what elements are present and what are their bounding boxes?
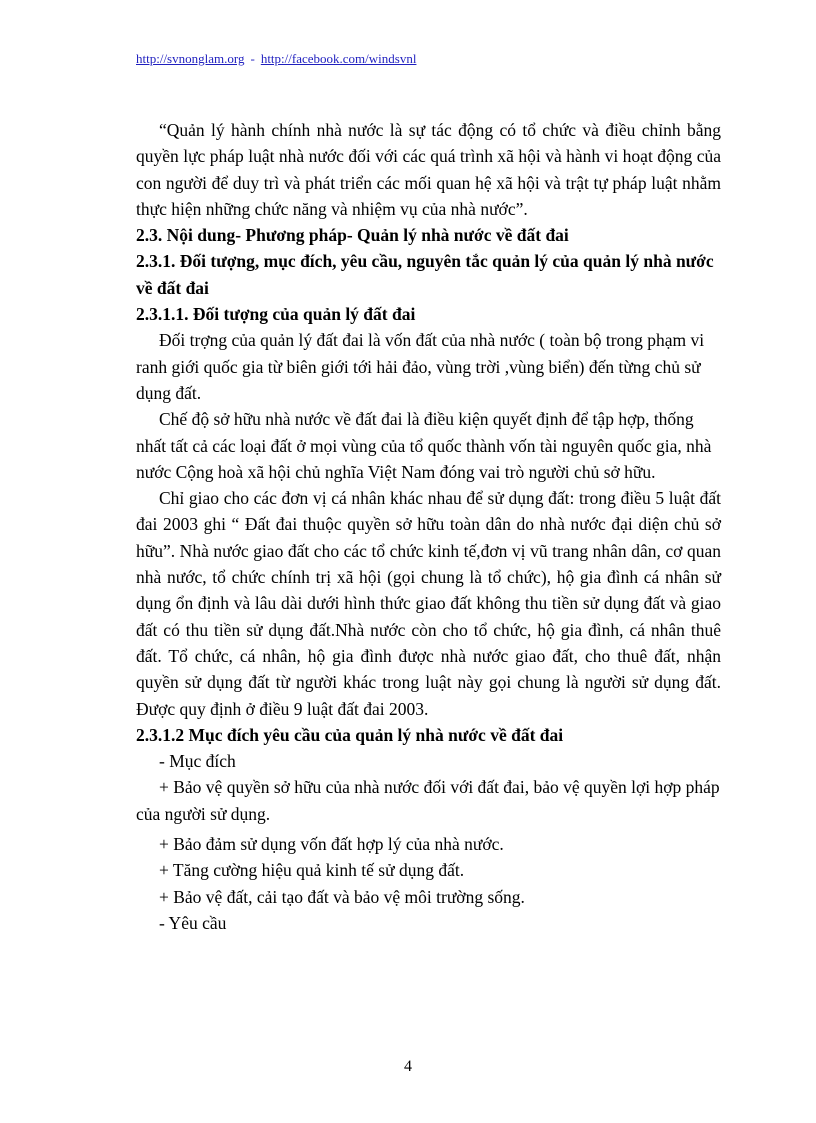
header-link-facebook[interactable]: http://facebook.com/windsvnl — [260, 51, 417, 66]
paragraph-che-do-so-huu: Chế độ sở hữu nhà nước về đất đai là điều kiện quyết định để tập hợp, thống nhất tất cả các loại đất ở mọi vùng của tổ quốc thành vốn tài nguyên quốc gia, nhà nước Cộng hoà xã hội chủ nghĩa Việt Nam đóng vai trò người chủ sở hữu. — [136, 409, 712, 482]
bullet-item: + Bảo vệ đất, cải tạo đất và bảo vệ môi trường sống. — [159, 886, 525, 907]
heading-2-3-1-2: 2.3.1.2 Mục đích yêu cầu của quản lý nhà nước về đất đai — [136, 724, 564, 745]
header-link-svnonglam[interactable]: http://svnonglam.org — [136, 51, 245, 66]
header-separator: - — [250, 51, 255, 66]
paragraph-doi-tuong: Đối trợng của quản lý đất đai là vốn đất của nhà nước ( toàn bộ trong phạm vi ranh giới quốc gia từ biên giới tới hải đảo, vùng trời ,vùng biển) đến từng chủ sử dụng đất. — [136, 330, 705, 403]
quote-paragraph: “Quản lý hành chính nhà nước là sự tác động có tổ chức và điều chỉnh bằng quyền lực pháp luật nhà nước đối với các quá trình xã hội và hành vi hoạt động của con người để duy trì và phát triển các mối quan hệ xã hội và trật tự pháp luật nhằm thực hiện những chức năng và nhiệm vụ của nhà nước”. — [136, 120, 721, 219]
page-number: 4 — [404, 1058, 412, 1075]
label-muc-dich: - Mục đích — [159, 751, 236, 772]
heading-2-3: 2.3. Nội dung- Phương pháp- Quản lý nhà nước về đất đai — [136, 225, 569, 246]
label-yeu-cau: - Yêu cầu — [159, 912, 227, 933]
paragraph-giao-dat: Chỉ giao cho các đơn vị cá nhân khác nhau để sử dụng đất: trong điều 5 luật đất đai 2003 ghi “ Đất đai thuộc quyền sở hữu toàn dân do nhà nước đại diện chủ sở hữu”. Nhà nước giao đất cho các tổ chức kinh tế,đơn vị vũ trang nhân dân, cơ quan nhà nước, tổ chức chính trị xã hội (gọi chung là tổ chức), hộ gia đình cá nhân sử dụng ổn định và lâu dài dưới hình thức giao đất không thu tiền sử dụng đất và giao đất có thu tiền sử dụng đất.Nhà nước còn cho tổ chức, hộ gia đình, cá nhân thuê đất. Tổ chức, cá nhân, hộ gia đình được nhà nước giao đất, cho thuê đất, nhận quyền sử dụng đất từ người khác trong luật này gọi chung là người sử dụng đất. Được quy định ở điều 9 luật đất đai 2003. — [136, 488, 721, 719]
bullet-item: + Bảo đảm sử dụng vốn đất hợp lý của nhà nước. — [159, 834, 504, 855]
heading-2-3-1-1: 2.3.1.1. Đối tượng của quản lý đất đai — [136, 304, 416, 325]
heading-2-3-1: 2.3.1. Đối tượng, mục đích, yêu cầu, nguyên tắc quản lý của quản lý nhà nước về đất đai — [136, 251, 714, 298]
bullet-item: + Bảo vệ quyền sở hữu của nhà nước đối với đất đai, bảo vệ quyền lợi hợp pháp của người sử dụng. — [136, 777, 720, 824]
bullet-item: + Tăng cường hiệu quả kinh tế sử dụng đất. — [159, 860, 465, 881]
page-header — [136, 51, 416, 67]
document-body — [136, 117, 721, 936]
